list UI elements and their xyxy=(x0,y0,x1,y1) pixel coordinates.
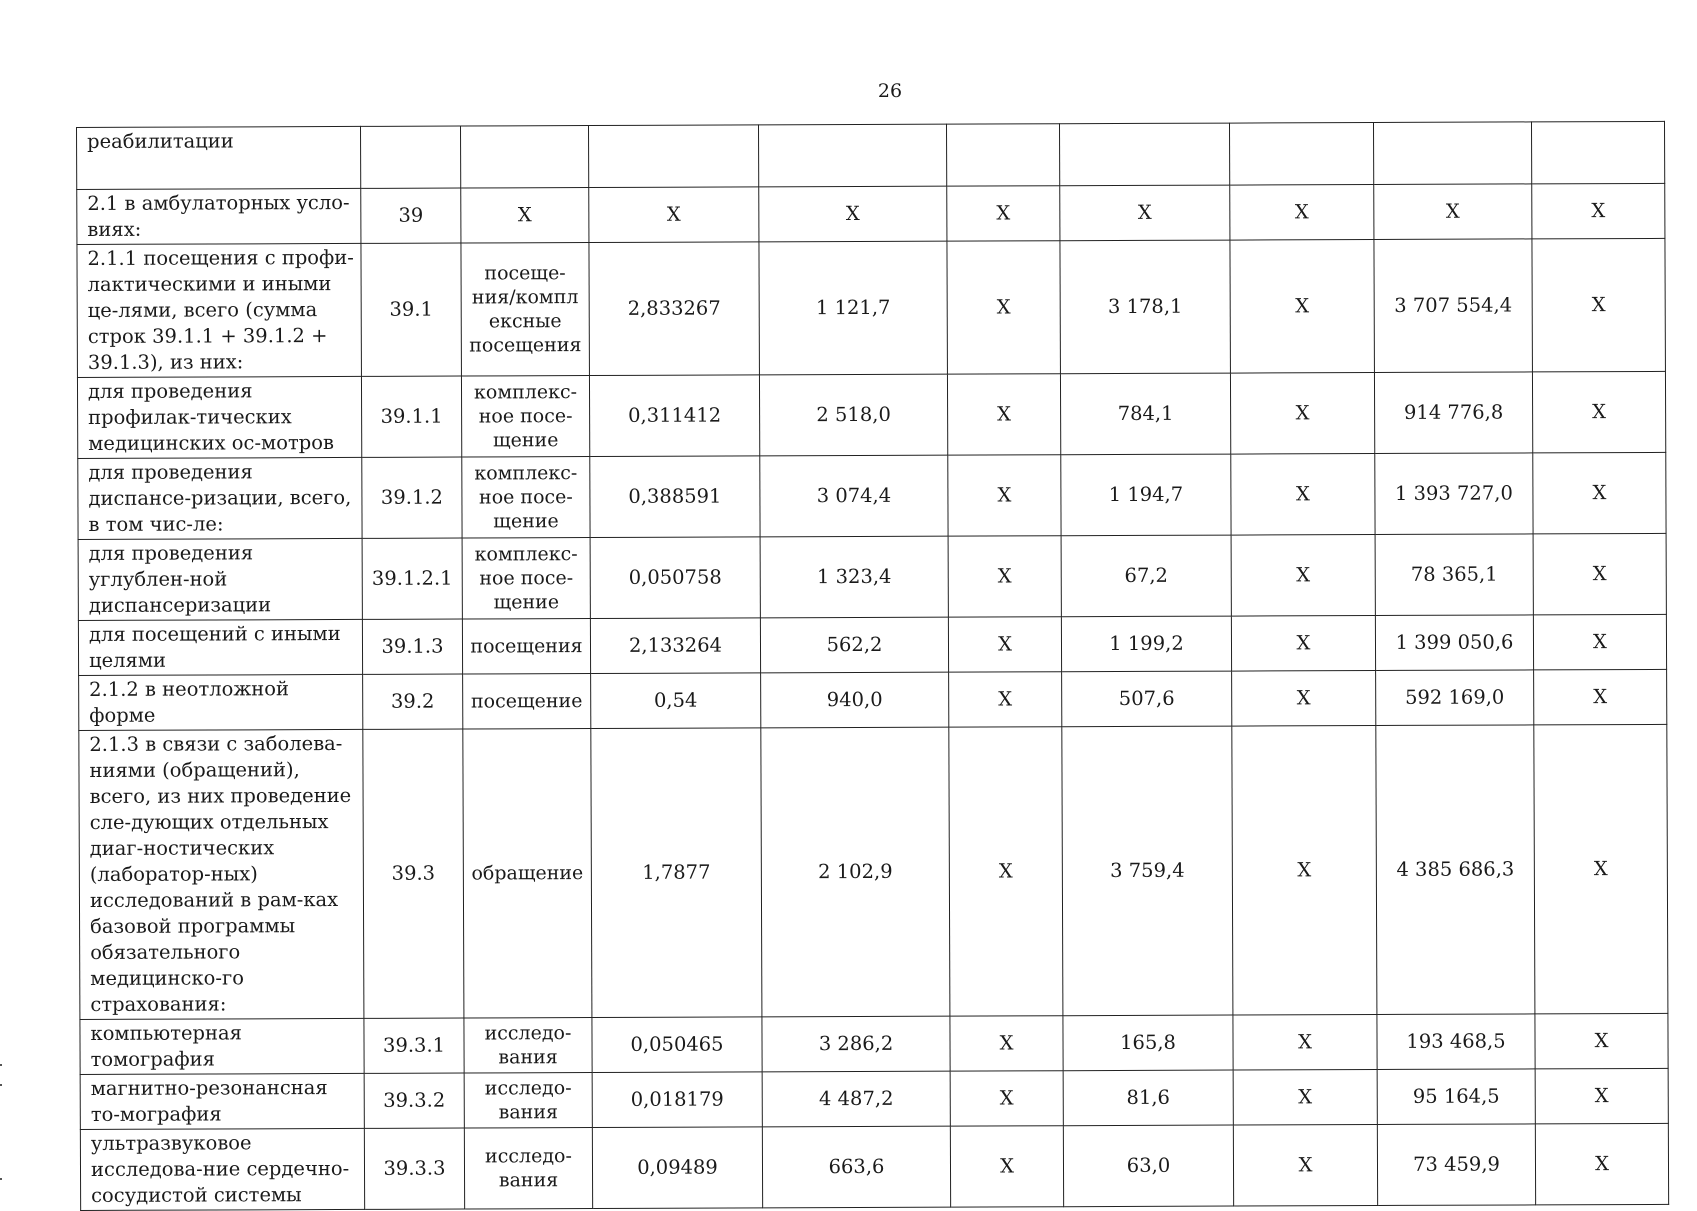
row-value: Х xyxy=(1231,454,1375,536)
row-value: Х xyxy=(1374,184,1532,240)
row-value: 1 399 050,6 xyxy=(1375,615,1533,671)
row-name: реабилитации xyxy=(77,126,361,189)
row-value: 63,0 xyxy=(1063,1125,1233,1207)
row-value: Х xyxy=(950,1126,1063,1207)
table-row xyxy=(79,724,1668,1019)
row-unit: обращение xyxy=(463,729,592,1018)
row-value: Х xyxy=(1230,373,1374,455)
row-name: 2.1.3 в связи с заболева-ниями (обращений), всего, из них проведение сле-дующих отдельных диаг-ностических (лаборатор-ных) исследований в рам-ках базовой программы обязательного медицинско-го страхования: xyxy=(79,729,364,1019)
row-value: Х xyxy=(948,617,1061,672)
row-value: Х xyxy=(1532,371,1665,453)
row-value: 1 393 727,0 xyxy=(1375,453,1533,535)
row-value: Х xyxy=(950,1016,1063,1071)
row-value: 1,7877 xyxy=(591,728,762,1018)
row-value: 81,6 xyxy=(1063,1070,1233,1126)
row-name: для проведения диспансе-ризации, всего, в том чис-ле: xyxy=(78,457,362,539)
row-value: 0,388591 xyxy=(590,456,760,538)
row-value: 4 487,2 xyxy=(762,1071,950,1127)
row-value: Х xyxy=(949,727,1063,1016)
row-value: Х xyxy=(1535,1123,1668,1205)
row-value: 3 074,4 xyxy=(760,455,948,537)
row-value: Х xyxy=(759,186,947,242)
row-unit: исследо-вания xyxy=(464,1018,592,1073)
row-name: для проведения профилак-тических медицинских ос-мотров xyxy=(77,376,361,458)
row-value: 0,09489 xyxy=(592,1127,762,1209)
row-value: Х xyxy=(948,536,1061,617)
table-row xyxy=(78,533,1666,620)
row-value xyxy=(758,124,946,187)
row-value: Х xyxy=(1230,240,1375,374)
row-code: 39.3.2 xyxy=(364,1073,464,1128)
row-value: 562,2 xyxy=(760,617,948,673)
row-value: Х xyxy=(1533,614,1666,670)
row-value: 0,018179 xyxy=(592,1072,762,1128)
row-value: Х xyxy=(1233,1015,1377,1071)
row-value: 3 759,4 xyxy=(1062,726,1233,1016)
row-value xyxy=(1059,123,1229,186)
row-value: Х xyxy=(1232,726,1377,1016)
table-row xyxy=(80,1068,1668,1129)
row-value: 2,833267 xyxy=(589,242,760,376)
row-code: 39.3.1 xyxy=(364,1018,464,1073)
row-value: Х xyxy=(948,455,1061,536)
row-value: 78 365,1 xyxy=(1375,534,1533,616)
table-row xyxy=(80,1013,1668,1074)
row-name: ультразвуковое исследова-ние сердечно-сосудистой системы xyxy=(80,1128,364,1210)
row-value: 73 459,9 xyxy=(1377,1124,1535,1206)
row-value: 4 385 686,3 xyxy=(1376,725,1535,1015)
row-value: 1 199,2 xyxy=(1061,616,1231,672)
row-value: 940,0 xyxy=(761,672,949,728)
scan-mark xyxy=(0,1084,2,1086)
row-value: Х xyxy=(947,241,1061,374)
scan-mark xyxy=(0,1064,2,1066)
table-row xyxy=(80,1123,1668,1210)
row-value: Х xyxy=(1231,616,1375,672)
row-unit: комплекс-ное посе-щение xyxy=(461,376,589,457)
row-name: 2.1.2 в неотложной форме xyxy=(79,674,363,730)
row-value: 507,6 xyxy=(1062,671,1232,727)
row-code: 39.3.3 xyxy=(364,1128,464,1209)
row-value: 1 121,7 xyxy=(759,241,948,375)
row-value: 2 518,0 xyxy=(759,374,947,456)
row-value: 784,1 xyxy=(1060,373,1230,455)
row-value xyxy=(1373,122,1531,185)
row-value: 165,8 xyxy=(1063,1015,1233,1071)
row-unit: посещение xyxy=(463,674,591,729)
row-value: 2 102,9 xyxy=(761,727,950,1017)
row-unit: Х xyxy=(461,188,589,243)
row-value: Х xyxy=(947,186,1060,241)
row-unit: посеще-ния/компл ексные посещения xyxy=(461,243,590,376)
table-row xyxy=(77,238,1665,377)
row-value: Х xyxy=(947,374,1060,455)
row-code: 39.1.1 xyxy=(361,376,461,457)
row-code: 39.1.2.1 xyxy=(362,538,462,619)
row-unit xyxy=(460,126,588,188)
table-row xyxy=(78,452,1666,539)
row-value: Х xyxy=(1230,185,1374,241)
table-row xyxy=(77,183,1665,244)
row-value xyxy=(1531,121,1664,184)
row-value: 0,311412 xyxy=(589,375,759,457)
row-code: 39 xyxy=(361,188,461,243)
row-name: компьютерная томография xyxy=(80,1018,364,1074)
row-unit: комплекс-ное посе-щение xyxy=(462,538,590,619)
row-unit: исследо-вания xyxy=(464,1073,592,1128)
row-value xyxy=(1229,123,1373,186)
row-name: магнитно-резонансная то-мография xyxy=(80,1073,364,1129)
row-name: для проведения углублен-ной диспансеризации xyxy=(78,538,362,620)
row-name: 2.1.1 посещения с профи-лактическими и иными це-лями, всего (сумма строк 39.1.1 + 39.1.2 + 39.1.3), из них: xyxy=(77,243,362,377)
row-value: Х xyxy=(1533,452,1666,534)
row-value: 193 468,5 xyxy=(1377,1014,1535,1070)
row-value: 3 178,1 xyxy=(1060,240,1231,374)
row-value: Х xyxy=(589,187,759,243)
row-value: Х xyxy=(1233,1070,1377,1126)
row-value: Х xyxy=(1060,185,1230,241)
table-row xyxy=(79,669,1667,730)
row-value xyxy=(588,125,758,188)
row-value: 914 776,8 xyxy=(1374,372,1532,454)
row-name: 2.1 в амбулаторных усло-виях: xyxy=(77,188,361,244)
row-value: 0,050465 xyxy=(592,1017,762,1073)
scan-mark xyxy=(0,1178,2,1180)
row-value: 0,54 xyxy=(591,673,761,729)
table-row xyxy=(78,614,1666,675)
table-row xyxy=(77,371,1665,458)
row-value: Х xyxy=(949,672,1062,727)
row-value: 67,2 xyxy=(1061,535,1231,617)
tariff-table xyxy=(76,121,1669,1211)
row-value: 2,133264 xyxy=(590,618,760,674)
row-value: Х xyxy=(1231,535,1375,617)
row-value: 592 169,0 xyxy=(1376,670,1534,726)
row-unit: посещения xyxy=(462,619,590,674)
row-code xyxy=(360,126,460,188)
row-value: 0,050758 xyxy=(590,537,760,619)
row-value: 1 194,7 xyxy=(1061,454,1231,536)
row-code: 39.1 xyxy=(361,243,462,376)
row-value: Х xyxy=(1535,1013,1668,1069)
row-value: Х xyxy=(1233,1125,1377,1207)
row-value: Х xyxy=(1533,533,1666,615)
row-value: Х xyxy=(1535,1068,1668,1124)
row-value: Х xyxy=(950,1071,1063,1126)
row-code: 39.1.3 xyxy=(362,619,462,674)
row-code: 39.1.2 xyxy=(362,457,462,538)
row-code: 39.3 xyxy=(363,729,464,1018)
row-value: 663,6 xyxy=(762,1126,950,1208)
row-value: Х xyxy=(1532,183,1665,239)
row-value: 95 164,5 xyxy=(1377,1069,1535,1125)
row-value: Х xyxy=(1534,669,1667,725)
row-value: 1 323,4 xyxy=(760,536,948,618)
row-value: 3 286,2 xyxy=(762,1016,950,1072)
row-value xyxy=(946,124,1059,186)
row-value: Х xyxy=(1532,238,1666,372)
row-value: Х xyxy=(1232,671,1376,727)
row-unit: исследо-вания xyxy=(464,1128,592,1209)
row-name: для посещений с иными целями xyxy=(78,619,362,675)
table-row xyxy=(77,121,1665,189)
row-unit: комплекс-ное посе-щение xyxy=(462,457,590,538)
row-code: 39.2 xyxy=(363,674,463,729)
row-value: Х xyxy=(1534,724,1668,1014)
row-value: 3 707 554,4 xyxy=(1374,239,1533,373)
page-number: 26 xyxy=(877,80,903,102)
